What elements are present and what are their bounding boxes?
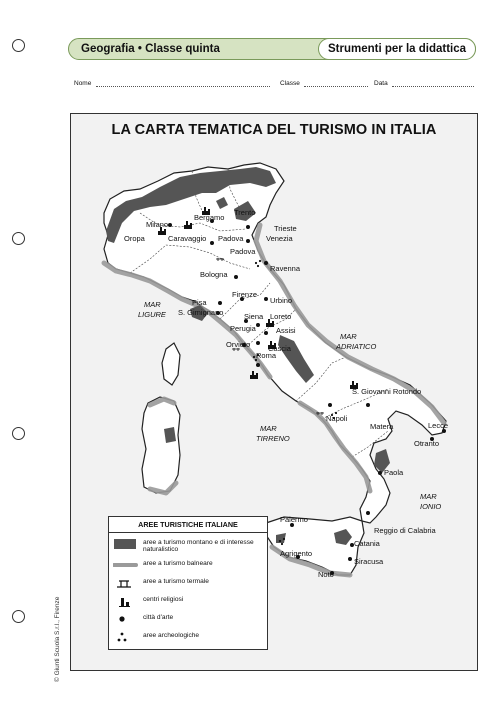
city-label: Orvieto xyxy=(226,340,251,349)
city-label: Paola xyxy=(384,468,404,477)
sardinia xyxy=(142,397,180,493)
city-label: S. Giovanni Rotondo xyxy=(352,387,422,396)
student-fields xyxy=(74,80,474,92)
city-label: Reggio di Calabria xyxy=(374,526,436,535)
city-label: Loreto xyxy=(270,312,292,321)
city-label: Trento xyxy=(234,208,256,217)
legend-item-beach xyxy=(113,558,265,572)
dot-icon xyxy=(113,612,139,626)
spa-icon xyxy=(113,576,139,590)
date-label: Data xyxy=(374,80,388,87)
city-label: Roma xyxy=(256,351,277,360)
city-label: Noto xyxy=(318,570,334,579)
binder-hole-4 xyxy=(12,610,25,623)
copyright-text: © Giunti Scuola S.r.l., Firenze xyxy=(54,596,61,682)
city-label: Agrigento xyxy=(280,549,313,558)
legend-title: AREE TURISTICHE ITALIANE xyxy=(109,520,267,533)
sea-label-ligure-1: MAR xyxy=(144,300,161,309)
corsica xyxy=(162,343,180,385)
city-label: Matera xyxy=(370,422,394,431)
class-label: Classe xyxy=(280,80,300,87)
sea-label-adriatico-2: ADRIATICO xyxy=(336,342,377,351)
legend-item-mountain xyxy=(113,537,265,551)
city-label: Milano xyxy=(146,220,169,229)
city-label: Urbino xyxy=(270,296,293,305)
three-dots-icon xyxy=(113,630,139,644)
binder-hole-3 xyxy=(12,427,25,440)
class-line[interactable] xyxy=(304,86,368,87)
binder-hole-2 xyxy=(12,232,25,245)
dark-area-icon xyxy=(113,537,139,551)
church-icon xyxy=(113,594,139,608)
city-label: Siena xyxy=(244,312,264,321)
sea-label-ionio-1: MAR xyxy=(420,492,437,501)
city-label: Assisi xyxy=(276,326,296,335)
city-label: Palermo xyxy=(280,515,308,524)
legend-label: città d'arte xyxy=(143,614,174,621)
legend-label: aree a turismo termale xyxy=(143,578,209,585)
sea-label-ligure-2: LIGURE xyxy=(138,310,166,319)
legend-item-archaeology xyxy=(113,630,265,644)
city-label: Perugia xyxy=(230,324,256,333)
city-label: Oropa xyxy=(124,234,145,243)
city-label: Pisa xyxy=(192,298,207,307)
legend-label: centri religiosi xyxy=(143,596,184,603)
city-label: Catania xyxy=(354,539,380,548)
name-line[interactable] xyxy=(96,86,270,87)
legend-item-art-city xyxy=(113,612,265,626)
city-label: Lecce xyxy=(428,421,449,430)
city-label: Ravenna xyxy=(270,264,301,273)
city-label: Firenze xyxy=(232,290,258,299)
legend-label: aree a turismo balneare xyxy=(143,560,213,567)
city-label: Padova xyxy=(218,234,244,243)
city-label: Caravaggio xyxy=(168,234,207,243)
sea-label-ionio-2: IONIO xyxy=(420,502,442,511)
binder-hole-1 xyxy=(12,39,25,52)
header-section: Strumenti per la didattica xyxy=(318,38,476,60)
legend-label: aree archeologiche xyxy=(143,632,200,639)
name-label: Nome xyxy=(74,80,92,87)
city-label: Trieste xyxy=(274,224,297,233)
legend-label: aree a turismo montano e di interesse naturalistico xyxy=(143,539,254,553)
city-label: S. Gimignano xyxy=(178,308,224,317)
sea-label-adriatico-1: MAR xyxy=(340,332,357,341)
city-label: Cascia xyxy=(268,344,291,353)
city-label: Venezia xyxy=(266,234,293,243)
sea-label-tirreno-2: TIRRENO xyxy=(256,434,290,443)
map-title: LA CARTA TEMATICA DEL TURISMO IN ITALIA xyxy=(111,122,437,138)
city-label: Siracusa xyxy=(354,557,384,566)
city-label: Napoli xyxy=(326,414,348,423)
legend-item-spa xyxy=(113,576,265,590)
grey-band-icon xyxy=(113,558,139,572)
city-label: Padova xyxy=(230,247,256,256)
sea-label-tirreno-1: MAR xyxy=(260,424,277,433)
date-line[interactable] xyxy=(392,86,474,87)
page-header xyxy=(68,38,476,60)
map-legend xyxy=(108,516,268,650)
legend-item-religious xyxy=(113,594,265,608)
header-subject: Geografia • Classe quinta xyxy=(81,43,220,55)
city-label: Otranto xyxy=(414,439,440,448)
city-label: Bologna xyxy=(200,270,228,279)
city-label: Bergamo xyxy=(194,213,225,222)
